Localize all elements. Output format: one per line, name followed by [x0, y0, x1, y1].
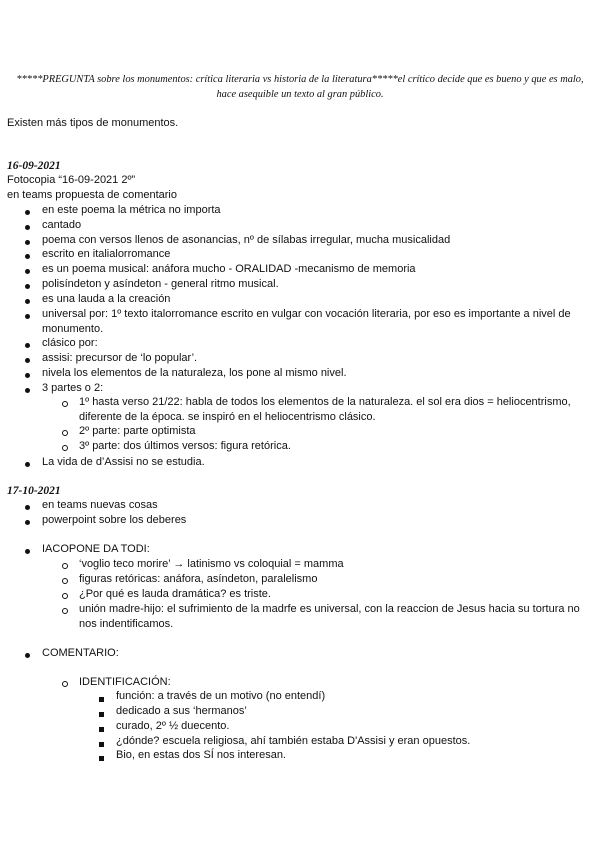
sub-bullet-icon — [62, 561, 68, 571]
date-heading-2: 17-10-2021 — [7, 485, 61, 497]
date-heading-1: 16-09-2021 — [7, 160, 61, 172]
list-item: La vida de d’Assisi no se estudia. — [42, 456, 205, 468]
bullet-icon — [25, 459, 30, 469]
list-item: en este poema la métrica no importa — [42, 204, 221, 216]
teams-text: en teams propuesta de comentario — [7, 189, 177, 201]
comentario-heading: COMENTARIO: — [42, 647, 119, 659]
bullet-icon — [25, 281, 30, 291]
sub-bullet-icon — [62, 443, 68, 453]
sub-list-item: 1º hasta verso 21/22: habla de todos los elementos de la naturaleza. el sol era dios = heliocentrismo, diferente de la época. se inspiró en el heliocentrismo clásico. — [79, 396, 571, 423]
list-item: escrito en italialorromance — [42, 248, 171, 260]
bullet-icon — [25, 296, 30, 306]
list-item: en teams nuevas cosas — [42, 499, 158, 511]
bullet-icon — [25, 237, 30, 247]
bullet-icon — [25, 650, 30, 660]
bullet-icon — [25, 340, 30, 350]
sub-list-item: figuras retóricas: anáfora, asíndeton, paralelismo — [79, 573, 318, 585]
square-bullet-icon — [99, 739, 104, 749]
list-item: polisíndeton y asíndeton - general ritmo musical. — [42, 278, 279, 290]
bullet-icon — [25, 311, 30, 321]
bullet-icon — [25, 385, 30, 395]
sub-bullet-icon — [62, 399, 68, 409]
list-item: es un poema musical: anáfora mucho - ORALIDAD -mecanismo de memoria — [42, 263, 416, 275]
sub-list-item: 2º parte: parte optimista — [79, 425, 196, 437]
list-item: powerpoint sobre los deberes — [42, 514, 187, 526]
list-item: clásico por: — [42, 337, 98, 349]
sub-bullet-icon — [62, 606, 68, 616]
bullet-icon — [25, 370, 30, 380]
list-item: assisi: precursor de ‘lo popular’. — [42, 352, 198, 364]
ident-item: dedicado a sus ‘hermanos’ — [116, 705, 247, 717]
fotocopia-text: Fotocopia “16-09-2021 2º” — [7, 174, 136, 186]
sub-bullet-icon — [62, 679, 68, 689]
ident-item: ¿dónde? escuela religiosa, ahí también estaba D'Assisi y eran opuestos. — [116, 735, 471, 747]
sub-list-item: ¿Por qué es lauda dramática? es triste. — [79, 588, 271, 600]
sub-list-item: 3º parte: dos últimos versos: figura retórica. — [79, 440, 291, 452]
sub-bullet-icon — [62, 591, 68, 601]
list-item: poema con versos llenos de asonancias, nº de sílabas irregular, mucha musicalidad — [42, 234, 451, 246]
list-item: nivela los elementos de la naturaleza, los pone al mismo nivel. — [42, 367, 347, 379]
sub-bullet-icon — [62, 576, 68, 586]
square-bullet-icon — [99, 753, 104, 763]
bullet-icon — [25, 266, 30, 276]
list-item: cantado — [42, 219, 82, 231]
bullet-icon — [25, 502, 30, 512]
bullet-icon — [25, 251, 30, 261]
sub-list-item: unión madre-hijo: el sufrimiento de la madrfe es universal, con la reaccion de Jesus hacia su tortura no nos indentificamos. — [79, 603, 580, 630]
bullet-icon — [25, 546, 30, 556]
bullet-icon — [25, 207, 30, 217]
list-item: universal por: 1º texto italorromance escrito en vulgar con vocación literaria, por eso es importante a nivel de monumento. — [42, 308, 571, 335]
square-bullet-icon — [99, 694, 104, 704]
square-bullet-icon — [99, 724, 104, 734]
question-note: *****PREGUNTA sobre los monumentos: crítica literaria vs historia de la literatura*****el crítico decide que es bueno y que es malo, hace asequible un texto al gran público. — [16, 74, 584, 100]
bullet-icon — [25, 517, 30, 527]
identificacion-heading: IDENTIFICACIÓN: — [79, 676, 171, 688]
square-bullet-icon — [99, 709, 104, 719]
ident-item: función: a través de un motivo (no entendí) — [116, 690, 326, 702]
iacopone-heading: IACOPONE DA TODI: — [42, 543, 150, 555]
ident-item: Bio, en estas dos SÍ nos interesan. — [116, 749, 286, 761]
sub-bullet-icon — [62, 428, 68, 438]
intro-text: Existen más tipos de monumentos. — [7, 117, 179, 129]
bullet-icon — [25, 222, 30, 232]
list-item: 3 partes o 2: — [42, 382, 104, 394]
sub-list-item: ‘voglio teco morire’ → latinismo vs coloquial = mamma — [79, 558, 344, 570]
list-item: es una lauda a la creación — [42, 293, 171, 305]
bullet-icon — [25, 355, 30, 365]
ident-item: curado, 2º ½ duecento. — [116, 720, 230, 732]
